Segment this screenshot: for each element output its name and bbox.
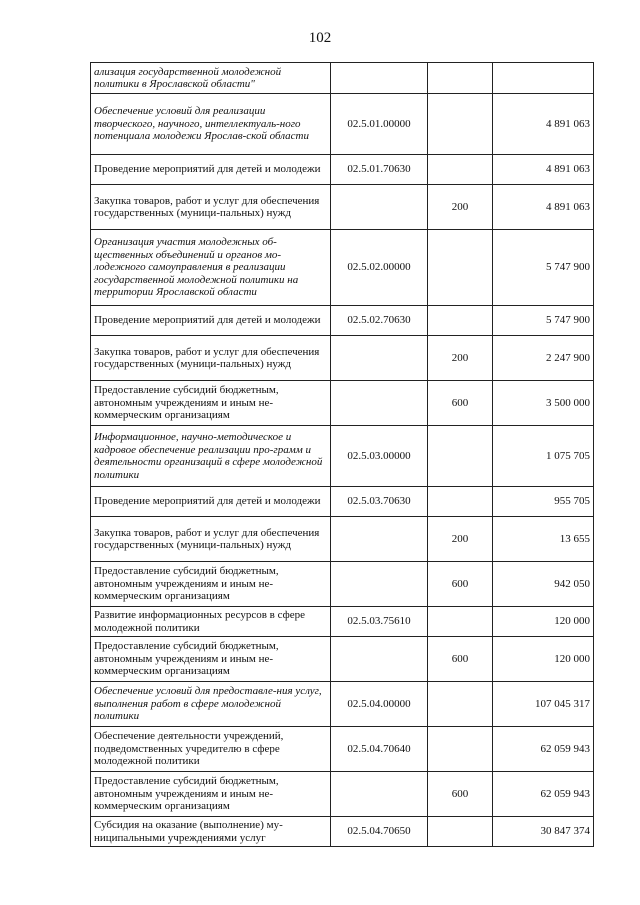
table-row — [91, 637, 594, 682]
row-type-cell — [428, 230, 493, 306]
row-name-cell: Обеспечение условий для реализации творческого, научного, интеллектуаль-ного потенциала молодежи Ярослав-ской области — [91, 94, 331, 155]
row-amount-cell: 4 891 063 — [493, 94, 594, 155]
row-amount-cell: 942 050 — [493, 562, 594, 607]
row-amount-cell: 13 655 — [493, 517, 594, 562]
row-type-cell: 600 — [428, 772, 493, 817]
row-code-cell: 02.5.04.70650 — [331, 817, 428, 847]
table-row — [91, 517, 594, 562]
row-code-cell: 02.5.01.00000 — [331, 94, 428, 155]
row-amount-cell: 955 705 — [493, 487, 594, 517]
row-type-cell — [428, 487, 493, 517]
row-name-cell: Проведение мероприятий для детей и молодежи — [91, 155, 331, 185]
row-amount-cell: 5 747 900 — [493, 230, 594, 306]
row-code-cell: 02.5.03.75610 — [331, 607, 428, 637]
row-name-cell: ализация государственной молодежной политики в Ярославской области" — [91, 63, 331, 94]
row-type-cell — [428, 817, 493, 847]
row-code-cell — [331, 336, 428, 381]
row-amount-cell: 5 747 900 — [493, 306, 594, 336]
table-row — [91, 682, 594, 727]
table-row — [91, 487, 594, 517]
row-name-cell: Развитие информационных ресурсов в сфере молодежной политики — [91, 607, 331, 637]
row-type-cell: 600 — [428, 562, 493, 607]
row-name-cell: Субсидия на оказание (выполнение) му-ниципальными учреждениями услуг — [91, 817, 331, 847]
row-name-cell: Закупка товаров, работ и услуг для обеспечения государственных (муници-пальных) нужд — [91, 517, 331, 562]
row-type-cell: 600 — [428, 381, 493, 426]
row-code-cell: 02.5.04.70640 — [331, 727, 428, 772]
row-amount-cell: 62 059 943 — [493, 772, 594, 817]
table-row — [91, 336, 594, 381]
row-name-cell: Закупка товаров, работ и услуг для обеспечения государственных (муници-пальных) нужд — [91, 185, 331, 230]
row-name-cell: Организация участия молодежных об-щественных объединений и органов мо-лодежного самоуправления в реализации государственной молодежной политики на территории Ярославской области — [91, 230, 331, 306]
row-name-cell: Информационное, научно-методическое и кадровое обеспечение реализации про-грамм и деятельности организаций в сфере молодежной политики — [91, 426, 331, 487]
table-row — [91, 306, 594, 336]
row-type-cell — [428, 94, 493, 155]
row-amount-cell: 4 891 063 — [493, 155, 594, 185]
table-row — [91, 185, 594, 230]
row-type-cell: 200 — [428, 336, 493, 381]
row-code-cell: 02.5.02.00000 — [331, 230, 428, 306]
table-row — [91, 155, 594, 185]
table-row — [91, 817, 594, 847]
row-type-cell: 600 — [428, 637, 493, 682]
row-name-cell: Проведение мероприятий для детей и молодежи — [91, 306, 331, 336]
row-amount-cell: 120 000 — [493, 607, 594, 637]
row-amount-cell: 2 247 900 — [493, 336, 594, 381]
row-name-cell: Предоставление субсидий бюджетным, автономным учреждениям и иным не-коммерческим организациям — [91, 637, 331, 682]
row-code-cell — [331, 381, 428, 426]
row-code-cell: 02.5.02.70630 — [331, 306, 428, 336]
row-type-cell: 200 — [428, 185, 493, 230]
row-type-cell — [428, 607, 493, 637]
row-name-cell: Обеспечение деятельности учреждений, подведомственных учредителю в сфере молодежной политики — [91, 727, 331, 772]
row-type-cell — [428, 63, 493, 94]
row-code-cell: 02.5.03.70630 — [331, 487, 428, 517]
row-type-cell — [428, 306, 493, 336]
row-name-cell: Предоставление субсидий бюджетным, автономным учреждениям и иным не-коммерческим организациям — [91, 772, 331, 817]
row-code-cell — [331, 63, 428, 94]
row-code-cell — [331, 637, 428, 682]
page-number: 102 — [308, 30, 332, 46]
row-amount-cell: 30 847 374 — [493, 817, 594, 847]
row-code-cell — [331, 772, 428, 817]
table-row — [91, 727, 594, 772]
row-code-cell — [331, 517, 428, 562]
table-row — [91, 230, 594, 306]
budget-table — [90, 62, 594, 847]
row-type-cell: 200 — [428, 517, 493, 562]
row-amount-cell: 62 059 943 — [493, 727, 594, 772]
row-amount-cell — [493, 63, 594, 94]
row-name-cell: Проведение мероприятий для детей и молодежи — [91, 487, 331, 517]
row-code-cell — [331, 562, 428, 607]
row-type-cell — [428, 682, 493, 727]
row-amount-cell: 3 500 000 — [493, 381, 594, 426]
row-type-cell — [428, 155, 493, 185]
table-row — [91, 426, 594, 487]
row-name-cell: Закупка товаров, работ и услуг для обеспечения государственных (муници-пальных) нужд — [91, 336, 331, 381]
table-row — [91, 607, 594, 637]
row-amount-cell: 107 045 317 — [493, 682, 594, 727]
row-amount-cell: 1 075 705 — [493, 426, 594, 487]
row-amount-cell: 4 891 063 — [493, 185, 594, 230]
table-row — [91, 381, 594, 426]
row-name-cell: Обеспечение условий для предоставле-ния услуг, выполнения работ в сфере молодежной политики — [91, 682, 331, 727]
row-type-cell — [428, 727, 493, 772]
row-amount-cell: 120 000 — [493, 637, 594, 682]
table-row — [91, 63, 594, 94]
table-row — [91, 562, 594, 607]
row-code-cell: 02.5.04.00000 — [331, 682, 428, 727]
row-name-cell: Предоставление субсидий бюджетным, автономным учреждениям и иным не-коммерческим организациям — [91, 381, 331, 426]
table-row — [91, 94, 594, 155]
row-name-cell: Предоставление субсидий бюджетным, автономным учреждениям и иным не-коммерческим организациям — [91, 562, 331, 607]
row-code-cell: 02.5.01.70630 — [331, 155, 428, 185]
table-row — [91, 772, 594, 817]
row-type-cell — [428, 426, 493, 487]
row-code-cell — [331, 185, 428, 230]
row-code-cell: 02.5.03.00000 — [331, 426, 428, 487]
